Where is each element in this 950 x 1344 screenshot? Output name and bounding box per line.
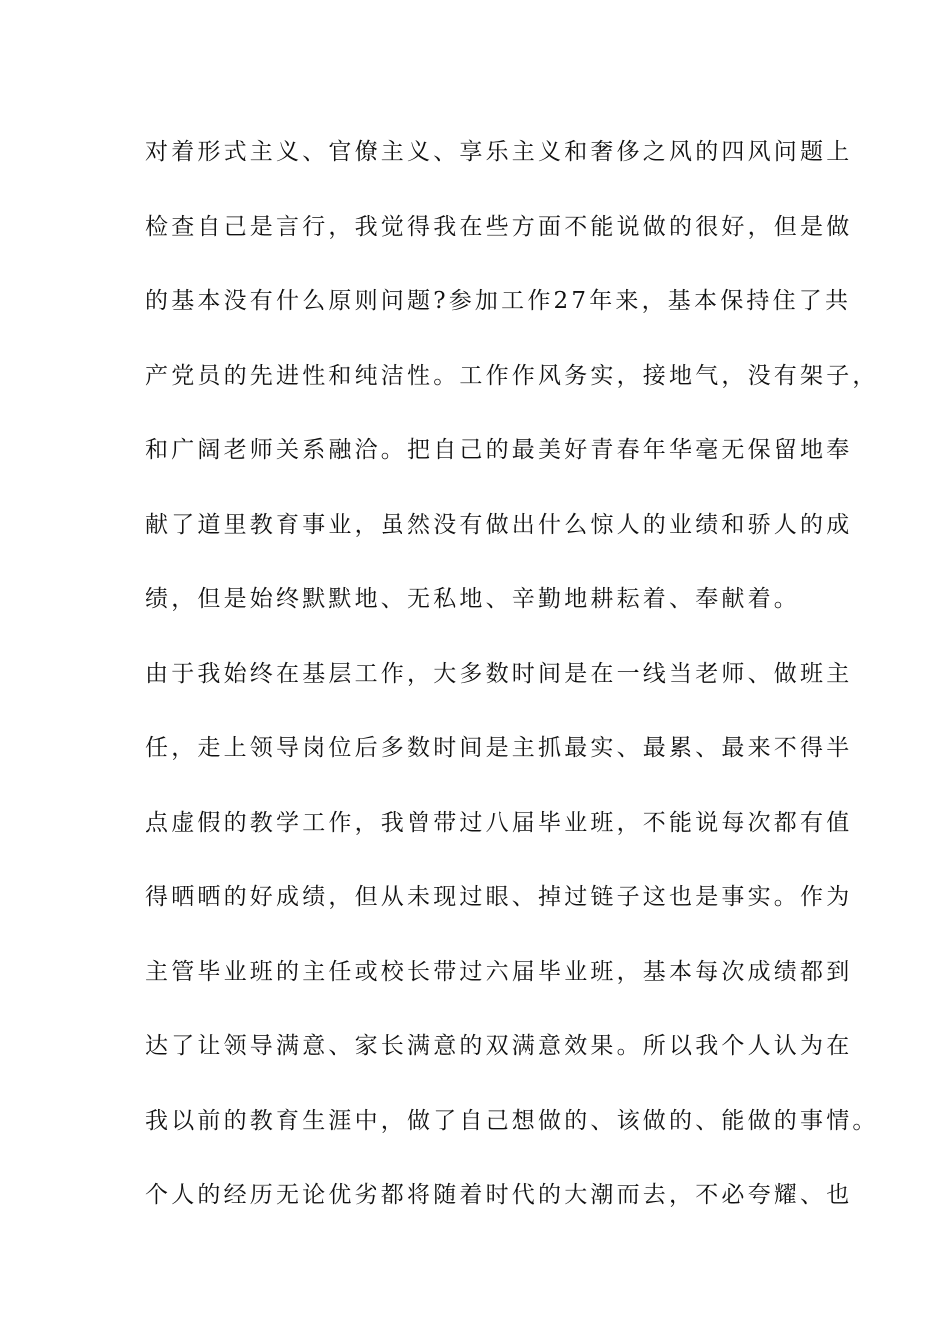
text-line: 点虚假的教学工作，我曾带过八届毕业班，不能说每次都有值: [145, 809, 853, 836]
body-text: [145, 131, 879, 1249]
text-line: 个人的经历无论优劣都将随着时代的大潮而去，不必夸耀、也: [145, 1182, 853, 1208]
text-line: 献了道里教育事业，虽然没有做出什么惊人的业绩和骄人的成: [145, 511, 853, 538]
text-line: 由于我始终在基层工作，大多数时间是在一线当老师、做班主: [145, 660, 853, 687]
text-line: 达了让领导满意、家长满意的双满意效果。所以我个人认为在: [145, 1033, 853, 1059]
text-line: 检查自己是言行，我觉得我在些方面不能说做的很好，但是做: [145, 213, 853, 240]
text-line: 得晒晒的好成绩，但从未现过眼、掉过链子这也是事实。作为: [145, 884, 853, 910]
text-line: 对着形式主义、官僚主义、享乐主义和奢侈之风的四风问题上: [145, 139, 853, 165]
text-line: 任，走上领导岗位后多数时间是主抓最实、最累、最来不得半: [145, 735, 853, 761]
text-line: 主管毕业班的主任或校长带过六届毕业班，基本每次成绩都到: [145, 958, 853, 985]
text-line: 绩，但是始终默默地、无私地、辛勤地耕耘着、奉献着。: [145, 586, 800, 612]
text-line: 产党员的先进性和纯洁性。工作作风务实，接地气，没有架子，: [145, 362, 879, 389]
text-line: 我以前的教育生涯中，做了自己想做的、该做的、能做的事情。: [145, 1107, 879, 1134]
text-line: 和广阔老师关系融洽。把自己的最美好青春年华毫无保留地奉: [145, 437, 853, 463]
text-line: 的基本没有什么原则问题?参加工作27年来，基本保持住了共: [145, 288, 852, 314]
